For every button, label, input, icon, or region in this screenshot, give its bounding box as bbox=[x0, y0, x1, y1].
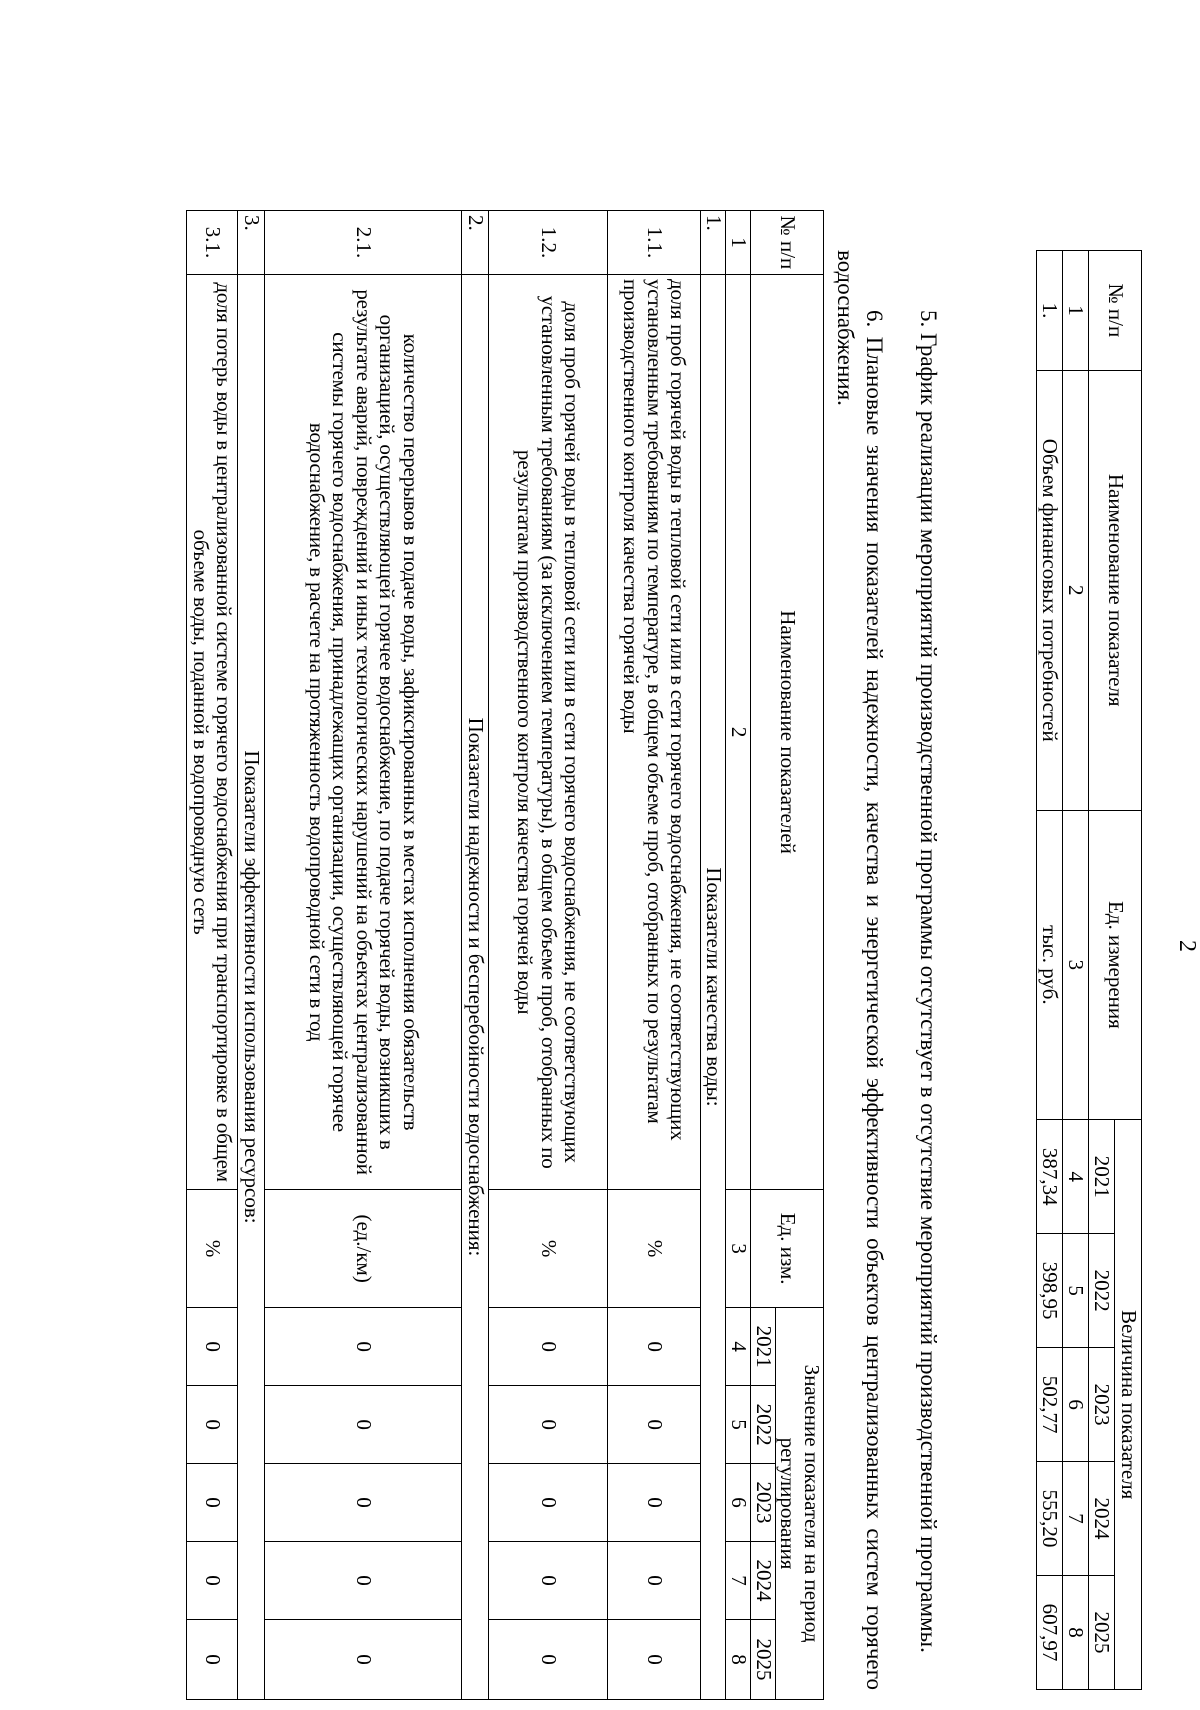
t2-section-num: 1. bbox=[700, 211, 725, 275]
t2-year: 2025 bbox=[750, 1620, 775, 1700]
t2-row-num: 2.1. bbox=[264, 211, 461, 275]
paragraph-6: 6. Плановые значения показателей надежности, качества и энергетической эффективности объектов централизованных систем горячего водоснабжения. bbox=[833, 250, 887, 1690]
t2-row-name: доля потерь воды в централизованной системе горячего водоснабжения при транспортировке в общем объеме воды, поданной в водопроводную сеть bbox=[186, 274, 237, 1189]
t2-col-number: 8 bbox=[725, 1620, 750, 1700]
t2-col-number: 3 bbox=[725, 1190, 750, 1308]
t2-section-title: Показатели качества воды: bbox=[700, 274, 725, 1699]
t2-section-num: 2. bbox=[461, 211, 488, 275]
t1-numbering-row bbox=[1063, 251, 1089, 1690]
t1-header-unit: Ед. измерения bbox=[1089, 810, 1142, 1120]
t2-col-number: 6 bbox=[725, 1464, 750, 1542]
t2-section-row bbox=[237, 211, 264, 1700]
t2-value: 0 bbox=[488, 1308, 607, 1386]
t2-col-number: 5 bbox=[725, 1386, 750, 1464]
t2-value: 0 bbox=[186, 1542, 237, 1620]
t2-value: 0 bbox=[264, 1308, 461, 1386]
t2-year: 2024 bbox=[750, 1542, 775, 1620]
t2-value: 0 bbox=[488, 1464, 607, 1542]
t2-value: 0 bbox=[607, 1386, 700, 1464]
t2-row-name: доля проб горячей воды в тепловой сети или в сети горячего водоснабжения, не соответствующих установленным требованиям (за исключением температуры), в общем объеме проб, отобранных по результатам производственного контроля качества горячей воды bbox=[488, 274, 607, 1189]
t2-value: 0 bbox=[607, 1308, 700, 1386]
t2-section-title: Показатели надежности и бесперебойности водоснабжения: bbox=[461, 274, 488, 1699]
t1-value: 398,95 bbox=[1037, 1234, 1063, 1348]
t1-row-unit: тыс. руб. bbox=[1037, 810, 1063, 1120]
t2-row bbox=[264, 211, 461, 1700]
t2-value: 0 bbox=[186, 1308, 237, 1386]
t1-year: 2025 bbox=[1089, 1576, 1115, 1690]
t1-col-number: 1 bbox=[1063, 251, 1089, 371]
t2-value: 0 bbox=[488, 1542, 607, 1620]
financial-needs-table bbox=[1036, 250, 1142, 1690]
paragraph-5: 5. График реализации мероприятий производственной программы отсутствует в отсутствие мероприятий производственной программы. bbox=[916, 310, 941, 1653]
t2-section-row bbox=[700, 211, 725, 1700]
t2-numbering-row bbox=[725, 211, 750, 1700]
t2-header-value-group: Значение показателя на период регулирования bbox=[775, 1308, 823, 1700]
t2-col-number: 1 bbox=[725, 211, 750, 275]
t2-row bbox=[488, 211, 607, 1700]
t2-year: 2021 bbox=[750, 1308, 775, 1386]
t2-value: 0 bbox=[488, 1386, 607, 1464]
indicators-table bbox=[186, 210, 824, 1700]
t1-year: 2021 bbox=[1089, 1120, 1115, 1234]
t1-year: 2024 bbox=[1089, 1462, 1115, 1576]
t2-value: 0 bbox=[607, 1464, 700, 1542]
page-number: 2 bbox=[1174, 940, 1200, 952]
t2-section-num: 3. bbox=[237, 211, 264, 275]
t1-col-number: 4 bbox=[1063, 1120, 1089, 1234]
t2-row-unit: % bbox=[607, 1190, 700, 1308]
t1-row-name: Объем финансовых потребностей bbox=[1037, 370, 1063, 810]
t2-row-name: количество перерывов в подаче воды, зафиксированных в местах исполнения обязательств организацией, осуществляющей горячее водоснабжение, по подаче горячей воды, возникших в результате аварий, повреждений и иных технологических нарушений на объектах централизованной системы горячего водоснабжения, принадлежащих организации, осуществляющей горячее водоснабжение, в расчете на протяженность водопроводной сети в год bbox=[264, 274, 461, 1189]
t1-col-number: 8 bbox=[1063, 1576, 1089, 1690]
t1-value: 502,77 bbox=[1037, 1348, 1063, 1462]
t2-row bbox=[186, 211, 237, 1700]
t2-value: 0 bbox=[264, 1620, 461, 1700]
t2-row-unit: (ед./км) bbox=[264, 1190, 461, 1308]
t1-value: 555,20 bbox=[1037, 1462, 1063, 1576]
t1-col-number: 6 bbox=[1063, 1348, 1089, 1462]
t1-value: 607,97 bbox=[1037, 1576, 1063, 1690]
t1-header-value-group: Величина показателя bbox=[1115, 1120, 1142, 1690]
t2-header-num: № п/п bbox=[750, 211, 823, 275]
t1-value: 387,34 bbox=[1037, 1120, 1063, 1234]
t2-col-number: 2 bbox=[725, 274, 750, 1189]
t2-value: 0 bbox=[264, 1464, 461, 1542]
t2-section-title: Показатели эффективности использования ресурсов: bbox=[237, 274, 264, 1699]
t2-row-num: 1.2. bbox=[488, 211, 607, 275]
t1-year: 2023 bbox=[1089, 1348, 1115, 1462]
t2-row bbox=[607, 211, 700, 1700]
t2-row-unit: % bbox=[488, 1190, 607, 1308]
t2-row-unit: % bbox=[186, 1190, 237, 1308]
t2-value: 0 bbox=[186, 1464, 237, 1542]
t1-header-name: Наименование показателя bbox=[1089, 370, 1142, 810]
t2-value: 0 bbox=[488, 1620, 607, 1700]
t2-col-number: 7 bbox=[725, 1542, 750, 1620]
t2-year: 2022 bbox=[750, 1386, 775, 1464]
t1-row-num: 1. bbox=[1037, 251, 1063, 371]
t1-data-row bbox=[1037, 251, 1063, 1690]
t2-value: 0 bbox=[264, 1386, 461, 1464]
t1-year: 2022 bbox=[1089, 1234, 1115, 1348]
t1-header-num: № п/п bbox=[1089, 251, 1142, 371]
t1-col-number: 3 bbox=[1063, 810, 1089, 1120]
t2-value: 0 bbox=[607, 1620, 700, 1700]
t2-header-name: Наименование показателей bbox=[750, 274, 823, 1189]
t2-value: 0 bbox=[607, 1542, 700, 1620]
t2-row-num: 1.1. bbox=[607, 211, 700, 275]
t2-header-unit: Ед. изм. bbox=[750, 1190, 823, 1308]
t2-row-name: доля проб горячей воды в тепловой сети или в сети горячего водоснабжения, не соответствующих установленным требованиям по температуре, в общем объеме проб, отобранных по результатам производственного контроля качества горячей воды bbox=[607, 274, 700, 1189]
document-page bbox=[188, 150, 1200, 1710]
t1-col-number: 5 bbox=[1063, 1234, 1089, 1348]
t2-value: 0 bbox=[186, 1386, 237, 1464]
t2-col-number: 4 bbox=[725, 1308, 750, 1386]
t2-section-row bbox=[461, 211, 488, 1700]
t2-year: 2023 bbox=[750, 1464, 775, 1542]
t1-col-number: 7 bbox=[1063, 1462, 1089, 1576]
t1-col-number: 2 bbox=[1063, 370, 1089, 810]
t2-value: 0 bbox=[264, 1542, 461, 1620]
t2-value: 0 bbox=[186, 1620, 237, 1700]
t2-row-num: 3.1. bbox=[186, 211, 237, 275]
